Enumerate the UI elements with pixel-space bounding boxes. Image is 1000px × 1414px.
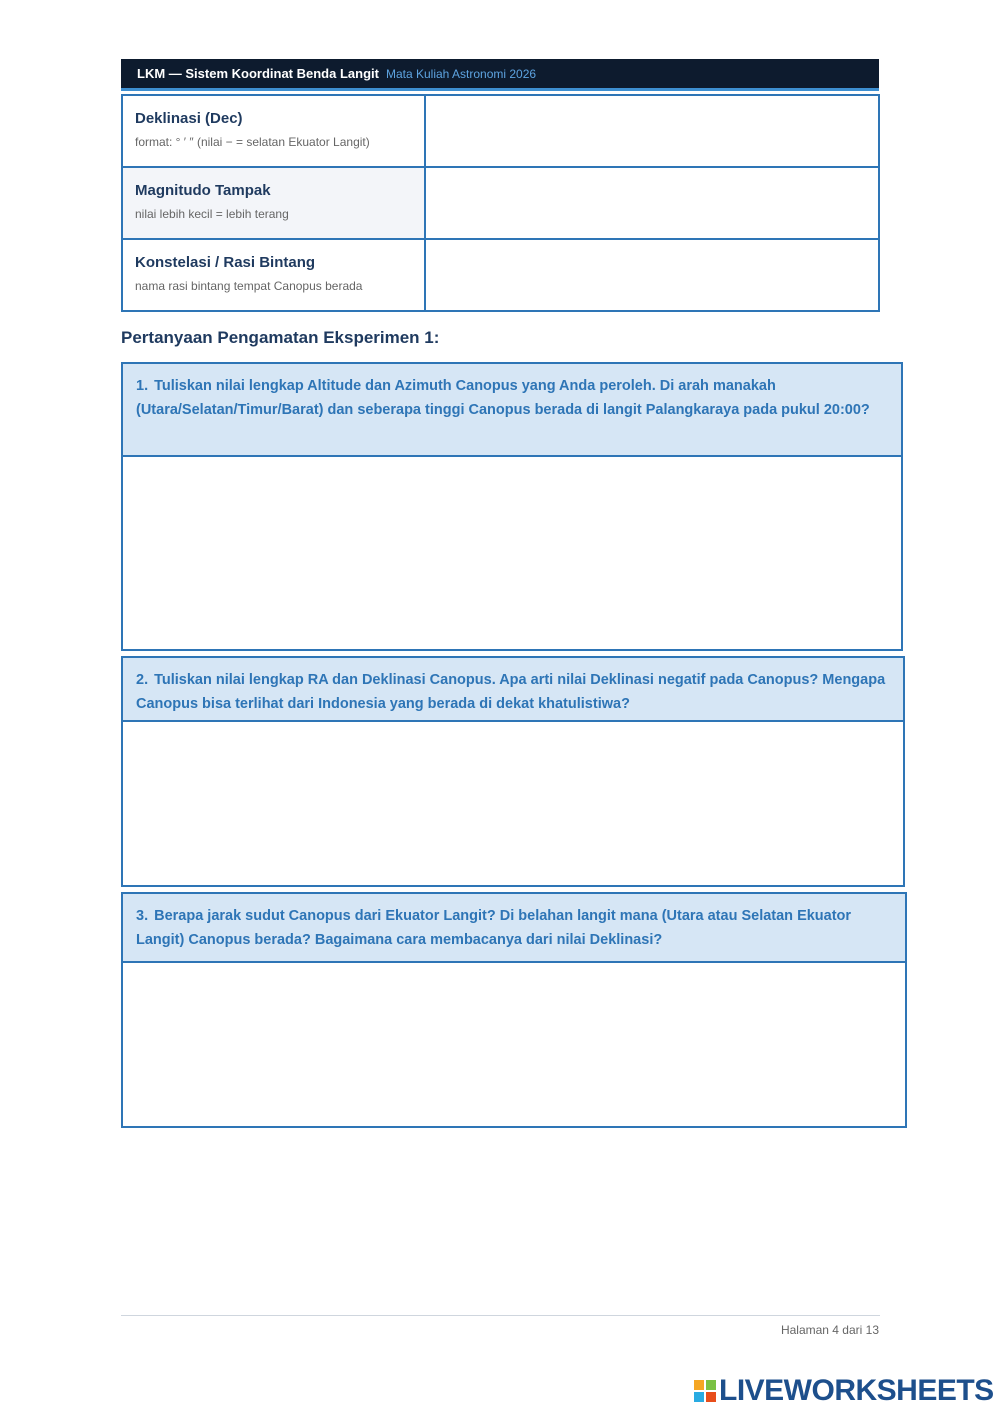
question-prompt bbox=[123, 364, 901, 457]
answer-area-3[interactable] bbox=[123, 963, 905, 1126]
liveworksheets-grid-icon bbox=[694, 1380, 716, 1402]
answer-area-1[interactable] bbox=[123, 457, 901, 649]
document-header bbox=[121, 59, 879, 91]
answer-area-2[interactable] bbox=[123, 722, 903, 885]
table-row bbox=[122, 167, 879, 239]
grid-square bbox=[694, 1380, 704, 1390]
section-heading: Pertanyaan Pengamatan Eksperimen 1: bbox=[121, 328, 440, 347]
grid-square bbox=[694, 1392, 704, 1402]
question-number: 3. bbox=[136, 908, 149, 924]
table-row bbox=[122, 95, 879, 167]
course-subtitle: Mata Kuliah Astronomi 2026 bbox=[385, 66, 537, 81]
question-text: Tuliskan nilai lengkap RA dan Deklinasi Canopus. Apa arti nilai Deklinasi negatif pada Canopus? Mengapa Canopus bisa terlihat dari Indonesia yang berada di dekat khatulistiwa? bbox=[136, 672, 886, 712]
field-hint: nilai lebih kecil = lebih terang bbox=[135, 207, 289, 221]
observation-table bbox=[121, 94, 880, 312]
answer-cell-constellation[interactable] bbox=[425, 239, 879, 311]
question-text: Tuliskan nilai lengkap Altitude dan Azimuth Canopus yang Anda peroleh. Di arah manakah (Utara/Selatan/Timur/Barat) dan seberapa tinggi Canopus berada di langit Palangkaraya pada pukul 20:00? bbox=[136, 378, 870, 418]
question-text: Berapa jarak sudut Canopus dari Ekuator Langit? Di belahan langit mana (Utara atau Selatan Ekuator Langit) Canopus berada? Bagaimana cara membacanya dari nilai Deklinasi? bbox=[136, 908, 852, 948]
question-number: 1. bbox=[136, 378, 149, 394]
worksheet-title: LKM — Sistem Koordinat Benda Langit bbox=[137, 66, 379, 81]
grid-square bbox=[706, 1392, 716, 1402]
answer-cell-magnitude[interactable] bbox=[425, 167, 879, 239]
liveworksheets-wordmark: LIVEWORKSHEETS bbox=[719, 1374, 994, 1407]
question-number: 2. bbox=[136, 672, 149, 688]
liveworksheets-logo bbox=[694, 1374, 994, 1408]
grid-square bbox=[706, 1380, 716, 1390]
question-box-2 bbox=[121, 656, 905, 887]
field-name-constellation: Konstelasi / Rasi Bintang bbox=[135, 254, 316, 271]
table-row bbox=[122, 239, 879, 311]
question-prompt bbox=[123, 658, 903, 722]
field-name-magnitude: Magnitudo Tampak bbox=[135, 182, 271, 199]
answer-cell-declination[interactable] bbox=[425, 95, 879, 167]
footer-divider bbox=[121, 1315, 880, 1316]
field-hint: format: ° ′ ″ (nilai − = selatan Ekuator Langit) bbox=[135, 135, 370, 149]
field-hint: nama rasi bintang tempat Canopus berada bbox=[135, 279, 363, 293]
field-name-declination: Deklinasi (Dec) bbox=[135, 110, 243, 127]
field-label-cell bbox=[122, 239, 425, 311]
question-prompt bbox=[123, 894, 905, 963]
field-label-cell bbox=[122, 167, 425, 239]
page-number: Halaman 4 dari 13 bbox=[780, 1323, 879, 1337]
field-label-cell bbox=[122, 95, 425, 167]
question-box-3 bbox=[121, 892, 907, 1128]
question-box-1 bbox=[121, 362, 903, 651]
